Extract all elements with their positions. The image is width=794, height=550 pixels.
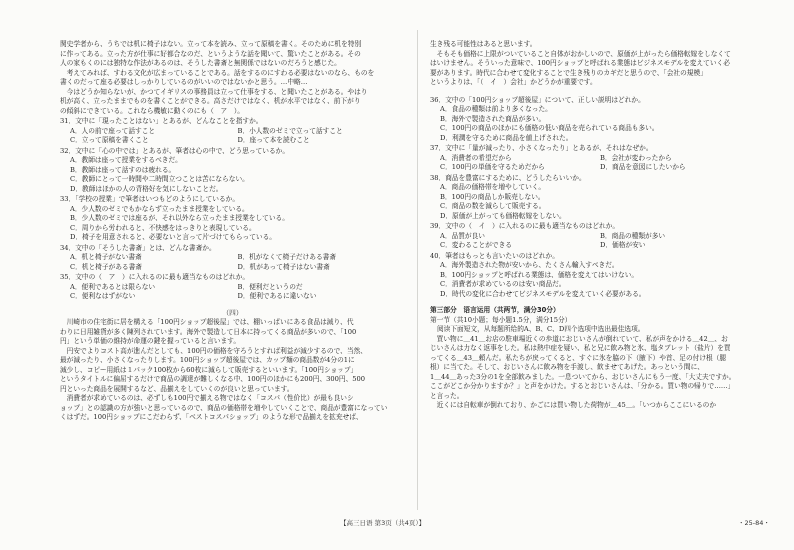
answer-option: C．消費者が求めているのは安い商品だ。 bbox=[440, 280, 566, 288]
answer-option: C．周りから労われると、不快感をはっきりと表現している。 bbox=[70, 223, 256, 232]
passage-line: の傾斜にできている。これなら機敏に動くのにも（ ア ）。 bbox=[60, 106, 244, 115]
part-three-subheading: 第一节（共10小题；每小题1.5分，满分15分） bbox=[430, 315, 572, 324]
cloze-line: 根）に当てた。そして、おじいさんに飲み物を手渡し、飲ませてあげた。あっという間に、 bbox=[430, 363, 704, 371]
answer-option: A．食品の種類は前より多くなった。 bbox=[440, 105, 552, 113]
answer-option: D．椅子を用意されると、必要ないと言って片づけてもらっている。 bbox=[70, 233, 276, 241]
option-row bbox=[60, 292, 405, 302]
answer-option: C．変わることができる bbox=[440, 241, 512, 249]
answer-option: A．海外製造された物が安いから、たくさん輸入すべきだ。 bbox=[440, 261, 619, 269]
exam-code-label: ・25-84・ bbox=[738, 519, 770, 527]
answer-option: C．便利なはずがない bbox=[70, 292, 136, 300]
passage-line: くはずだ。100円ショップにこだわらず、「ベストコスパショップ」のような形で品揃えを拡充せば、 bbox=[60, 413, 363, 421]
answer-option: A．机と椅子がない書斎 bbox=[70, 253, 142, 261]
answer-option: B．100円の商品しか販売しない。 bbox=[440, 192, 545, 201]
option-row bbox=[430, 154, 760, 164]
option-row bbox=[430, 241, 760, 251]
answer-option: C．商品の数を減らして販売する。 bbox=[440, 202, 546, 210]
answer-option: A．少人数のゼミでもかならず立ったまま授業をしている。 bbox=[70, 204, 249, 213]
answer-option: C．机と椅子がある書斎 bbox=[70, 262, 142, 271]
answer-option: C．立って原稿を書くこと bbox=[70, 136, 149, 144]
right-column bbox=[430, 40, 760, 411]
question-stem: 40．筆者はもっとも言いたいのはどれか。 bbox=[430, 251, 559, 260]
answer-option: A．教師は座って授業をするべきだ。 bbox=[70, 156, 182, 164]
cloze-line: 近くには自転車が倒れており、かごには買い物した荷物が＿45＿。「いつからここにいるのか bbox=[430, 401, 717, 409]
question-stem: 35．文中の（ ア ）に入れるのに最も適当なものはどれか。 bbox=[60, 273, 250, 281]
reading-passage-four-continued bbox=[430, 40, 760, 88]
part-three-heading: 第三部分 语言运用（共两节，满分30分） bbox=[430, 306, 560, 314]
passage-line: 関史学者から、うちでは机に椅子はない。立って本を読み、立って原稿を書く。そのために机を特別 bbox=[60, 40, 362, 48]
answer-option: A．人の前で座って話すこと bbox=[70, 126, 156, 135]
reading-passage-four bbox=[60, 318, 405, 423]
cloze-passage bbox=[430, 335, 760, 411]
passage-line: 円といった商品を展開するなど、品揃えをしていくのが良いと思っています。 bbox=[60, 384, 294, 393]
passage-line: 考えてみれば、すわる文化が広まっていることである。話をするのにすわる必要はないのなら、ものを bbox=[60, 68, 375, 77]
passage-line: わりに日用雑貨が多く陳列されています。海外で製造して日本に持ってくる商品が多いので、「100 bbox=[60, 327, 357, 336]
passage-line: 今はどうか知らないが、かつてイギリスの事務員は立って仕事をする、と聞いたことがある。やはり bbox=[60, 87, 368, 96]
answer-option: D．商品を意図にしたいから bbox=[600, 163, 686, 171]
answer-option: B．100円ショップと呼ばれる業態は、価格を変えてはいけない。 bbox=[440, 270, 639, 279]
answer-option: B．会社が変わったから bbox=[600, 153, 672, 162]
question-stem: 36．文中の「100円ショップ超後屋」について、正しい説明はどれか。 bbox=[430, 95, 645, 104]
passage-line: 減少し、コピー用紙は１パック100枚から60枚に減らして販売するといいます。「100円ショップ」 bbox=[60, 365, 358, 374]
passage-line: というタイトルに偏屈するだけで商品の調達が難しくなる中、100円のほかにも200円、300円、500 bbox=[60, 375, 366, 383]
section-four-title: （四） bbox=[222, 308, 243, 317]
column-divider bbox=[417, 30, 418, 510]
question-stem: 33．「学校の授業」で筆者はいつもどのようにしているか。 bbox=[60, 195, 240, 203]
option-row bbox=[60, 263, 405, 273]
passage-line: 人の家もくのには独特な作法があるのは、そうした書斎と無関係ではないのだろうと感じた。 bbox=[60, 59, 341, 67]
cloze-line: ここがどこか分かりますか？」と声をかけた。するとおじいさんは、「分かる。買い物の帰りで……」 bbox=[430, 382, 735, 390]
passage-line: そもそも価格に上限がついていること自体がおかしいので、原価が上がったら価格転嫁をしなくて bbox=[430, 49, 731, 58]
answer-option: B．商品の種類が多い bbox=[600, 231, 666, 240]
answer-option: D．原価が上がっても価格転嫁をしない。 bbox=[440, 211, 566, 220]
passage-line: ョップ」との認識の方が強いと思っているので、商品の価格帯を増やしていくことで、商品が豊富になってい bbox=[60, 403, 388, 412]
reading-passage-three bbox=[60, 40, 405, 116]
passage-line: 消費者が求めているのは、必ずしも100円で揃える物ではなく「コスパ（性价比）が最も良いシ bbox=[60, 394, 354, 402]
cloze-line: じいさんは力なく返事をした。私は熱中症を疑い、私と兄に飲み物と氷、塩タブレット（盐片）を買 bbox=[430, 344, 731, 352]
answer-option: D．便利であるに違いない bbox=[237, 292, 317, 300]
option-row bbox=[60, 283, 405, 293]
answer-option: D．時代の変化に合わせてビジネスモデルを変えていく必要がある。 bbox=[440, 289, 646, 298]
answer-option: B．机がなくて椅子だけある書斎 bbox=[237, 253, 337, 261]
part-three-instruction: 阅读下面短文，从每题所给的A、B、C、D四个选项中选出最佳选项。 bbox=[437, 325, 645, 333]
question-stem: 32．文中に「心の中では」とあるが、筆者は心の中で、どう思っているか。 bbox=[60, 146, 290, 155]
question-block-31-35 bbox=[60, 117, 405, 302]
option-row bbox=[60, 127, 405, 137]
question-stem: 38．商品を豊富にするために、どうしたらいいか。 bbox=[430, 173, 586, 182]
question-stem: 37．文中に「量が減ったり、小さくなったり」とあるが、それはなぜか。 bbox=[430, 144, 653, 152]
passage-line: というよりは、「（ イ ）会社」かどうかが重要です。 bbox=[430, 78, 597, 86]
passage-line: 机が高く、立ったままでものを書くことができる。高さだけではなく、机が水平ではなく、前下がり bbox=[60, 97, 361, 105]
passage-line: はいけません。そういった意味で、100円ショップと呼ばれる業態はビジネスモデルを変えていく必 bbox=[430, 59, 730, 67]
question-block-36-40 bbox=[430, 96, 760, 300]
passage-line: 川崎市の住宅街に居を構える「100円ショップ超後屋」では、棚いっぱいにある食品は減り、代 bbox=[60, 318, 354, 326]
passage-line: 円」という単価の維持が命運の鍵を握っていると言います。 bbox=[60, 337, 241, 345]
answer-option: A．商品の価格帯を増やしていく。 bbox=[440, 183, 546, 191]
page-number-label: 【高三日语 第3页（共4页）】 bbox=[340, 519, 426, 527]
answer-option: C．100円の商品のほかにも価格の低い商品を売られている商品も多い。 bbox=[440, 124, 659, 132]
answer-option: D．利潤を守るために商品を値上げされた。 bbox=[440, 133, 573, 142]
answer-option: B．少人数のゼミでは座るが、それ以外なら立ったまま授業をしている。 bbox=[70, 214, 289, 222]
answer-option: D．机があって椅子はない書斎 bbox=[237, 262, 330, 271]
cloze-line: 買い物に＿41＿お店の駐車場近くの歩道におじいさんが倒れていて、私が声をかける＿42＿、お bbox=[430, 334, 728, 343]
answer-option: D．座って本を読むこと bbox=[237, 136, 310, 144]
question-stem: 39．文中の（ イ ）に入れるのに最も適当なものはどれか。 bbox=[430, 222, 620, 230]
answer-option: A．品質が良い bbox=[440, 231, 485, 240]
option-row bbox=[60, 253, 405, 263]
passage-line: 円安でよりコスト高が進んだとしても、100円の価格を守ろうとすれば利益が減少するので、当然、 bbox=[60, 346, 367, 355]
question-stem: 34．文中の「そうした書斎」とは、どんな書斎か。 bbox=[60, 243, 216, 252]
option-row bbox=[60, 136, 405, 146]
left-column bbox=[60, 40, 405, 423]
option-row bbox=[430, 232, 760, 242]
answer-option: B．便利だというのだ bbox=[237, 282, 303, 291]
cloze-line: と言った。 bbox=[430, 391, 464, 400]
passage-line: に作ってある。立った方が仕事に好都合なのだ、というような話を聞いて、驚いたことがある。その bbox=[60, 49, 361, 58]
answer-option: D．教師はほかの人の背格好を気にしないことだ。 bbox=[70, 184, 223, 193]
cloze-line: 1＿44＿あった3分の1を全部飲みました。一息ついてから、おじいさんにもう一度、「大丈夫ですか。 bbox=[430, 372, 736, 381]
answer-option: A．消費者の希望だから bbox=[440, 153, 512, 162]
question-stem: 31．文中に「現ったことはない」とあるが、どんなことを指すか。 bbox=[60, 117, 263, 125]
answer-option: C．教師にとって一時間や二時間立つことは苦にならない。 bbox=[70, 175, 249, 183]
answer-option: B．小人数のゼミで立って話すこと bbox=[237, 126, 343, 135]
passage-line: 生き残る可能性はあると思います。 bbox=[430, 40, 537, 48]
answer-option: D．価格が安い bbox=[600, 241, 646, 249]
answer-option: B．海外で製造された商品が多い。 bbox=[440, 114, 546, 123]
passage-line: 書くのだって座る必要はしっかりしているのがいいのではないかと思う。…中略… bbox=[60, 78, 308, 86]
answer-option: C．100円の単価を守るためだから bbox=[440, 163, 545, 171]
passage-line: 最が減ったり、小さくなったりします。100円ショップ超後屋では、カップ麺の商品数が4分の1に bbox=[60, 356, 355, 364]
option-row bbox=[430, 163, 760, 173]
passage-line: 要があります。時代に合わせて変化することで生き残りのカギだと思うので、「会社の規模」 bbox=[430, 68, 707, 77]
answer-option: A．便利であるとは限らない bbox=[70, 282, 156, 291]
cloze-line: ってくる＿43＿頼んだ。私たちが戻ってくると、すぐに氷を脇の下（腋下）や首、足の付け根（腿 bbox=[430, 353, 727, 362]
answer-option: B．教師は座って話すのは疲れる。 bbox=[70, 165, 176, 174]
